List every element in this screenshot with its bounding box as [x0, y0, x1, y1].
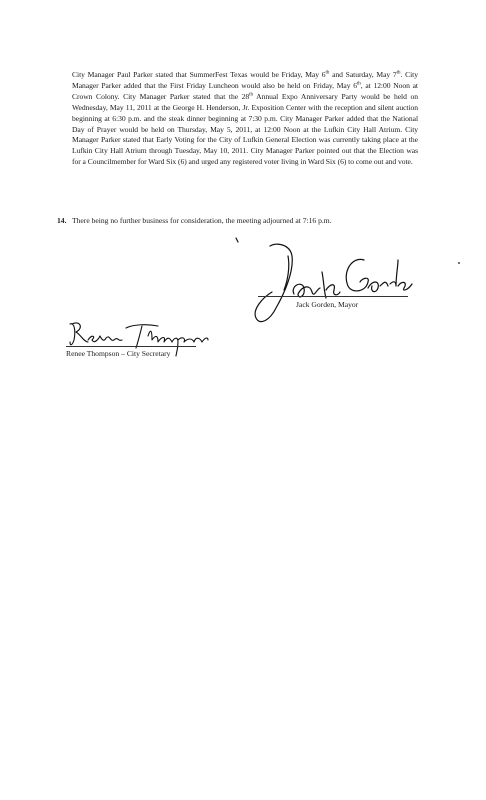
- para-text-5: Annual Expo Anniversary Party would be held on Wednesday, May 11, 2011 at the George H. Henderson, Jr. Exposition Center with the reception and silent auction beginning at 6:30 p.m. and the steak dinner beginning at 7:30 p.m. City Manager Parker added that the National Day of Prayer would be held on Thursday, May 5, 2011, at 12:00 Noon at the Lufkin City Hall Atrium. City Manager Parker stated that Early Voting for the City of Lufkin General Election was currently taking place at the Lufkin City Hall Atrium through Tuesday, May 10, 2011. City Manager Parker pointed out that the Election was for a Councilmember for Ward Six (6) and urged any registered voter living in Ward Six (6) to come out and vote.: [72, 91, 418, 167]
- secretary-signature-line: [66, 346, 196, 347]
- item-14: [57, 215, 437, 226]
- mayor-signature: [232, 236, 422, 342]
- mayor-caption: Jack Gorden, Mayor: [296, 300, 359, 309]
- para-text-1: City Manager Paul Parker stated that SummerFest Texas would be Friday, May 6: [72, 70, 326, 79]
- scan-speck: [458, 262, 460, 264]
- mayor-signature-line: [258, 296, 408, 297]
- para-text-3: . City Manager Parker added that the First Friday Luncheon would also be held on Friday, May 6: [72, 70, 418, 90]
- para-text-4: , at 12:00 Noon at Crown Colony. City Manager Parker stated that the 28: [72, 80, 418, 101]
- item-number: 14.: [57, 216, 67, 225]
- item-text: There being no further business for consideration, the meeting adjourned at 7:16 p.m.: [72, 216, 332, 225]
- para-text-2: and Saturday, May 7: [329, 70, 397, 79]
- city-manager-report-paragraph: [72, 70, 418, 168]
- para-sup-4: th: [249, 92, 253, 98]
- para-sup-3: th: [356, 81, 361, 87]
- secretary-caption: Renee Thompson – City Secretary: [66, 349, 171, 358]
- para-sup-1: th: [325, 70, 330, 76]
- para-sup-2: th: [396, 70, 401, 76]
